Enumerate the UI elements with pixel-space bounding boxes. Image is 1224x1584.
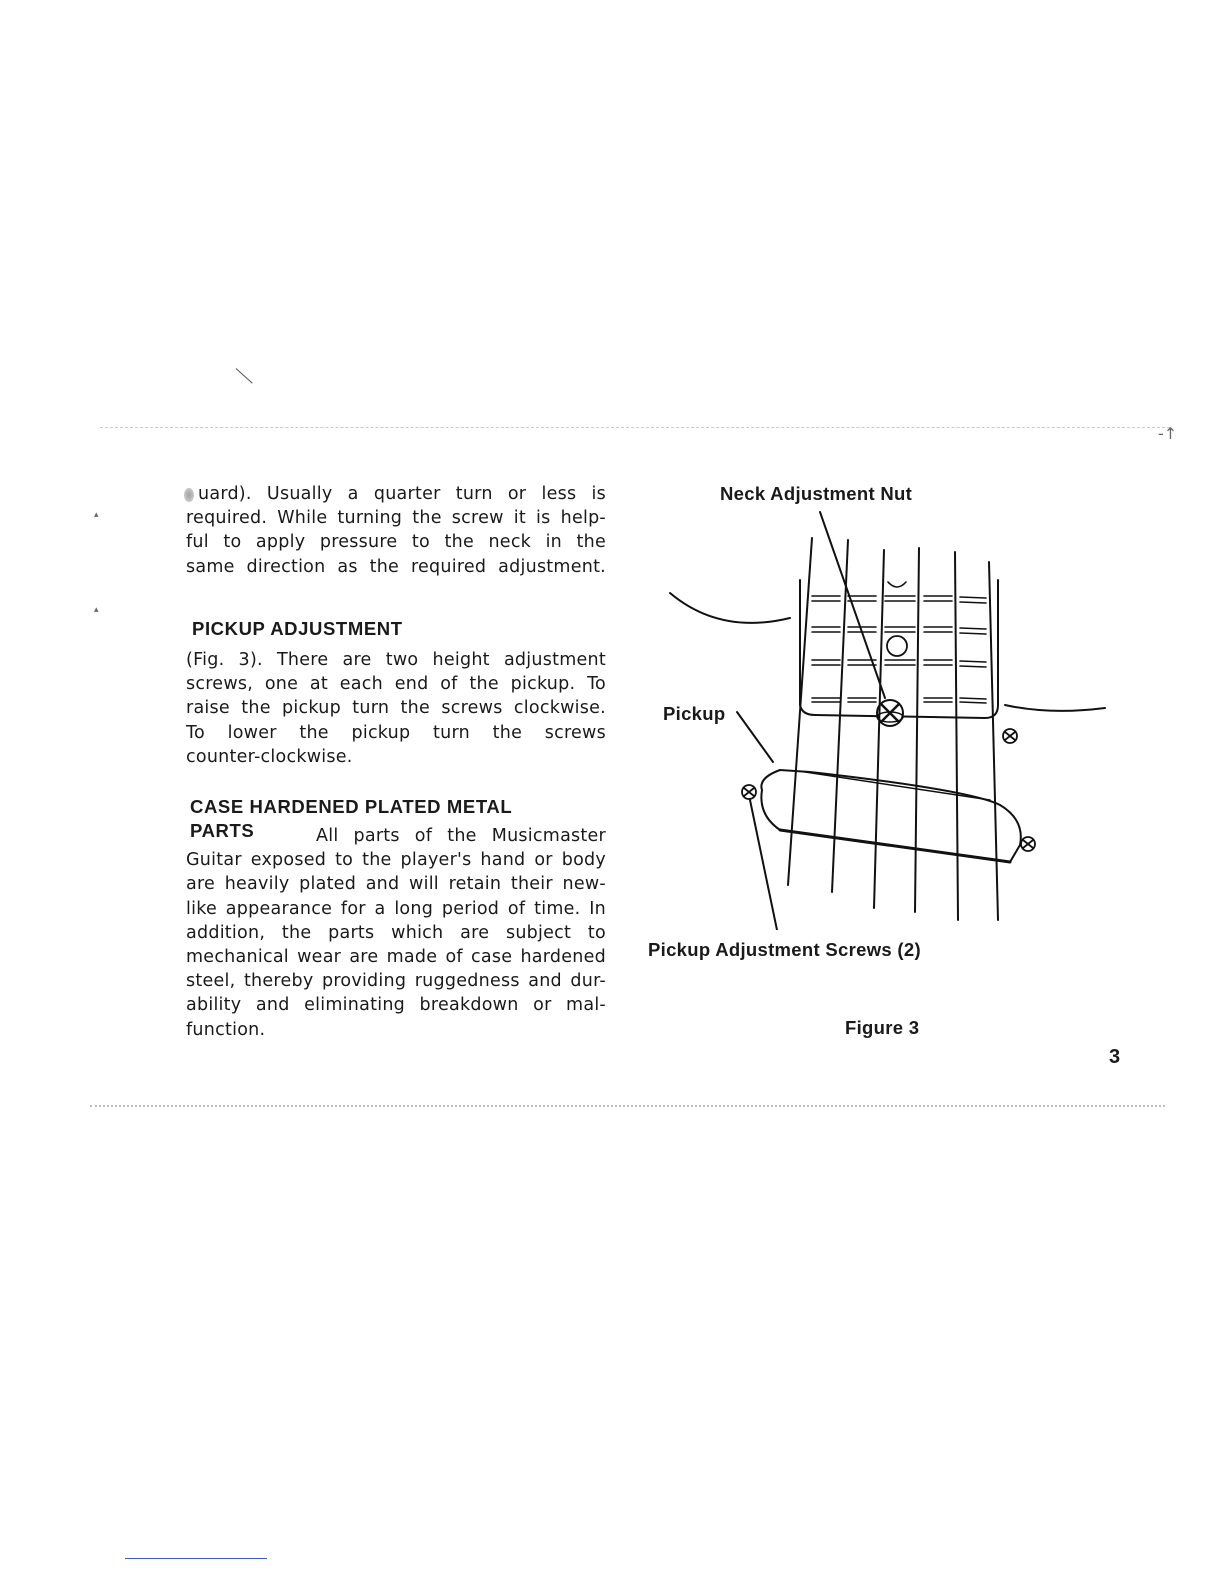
- label-pickup-adjustment-screws: Pickup Adjustment Screws (2): [648, 939, 921, 960]
- body-screw-icon: [1003, 729, 1017, 743]
- text-line: ful to apply pressure to the neck in the: [186, 532, 606, 553]
- pickup-screw-icon-right: [1021, 837, 1035, 851]
- guitar-neck-pickup-illustration: [640, 500, 1120, 930]
- text-line: like appearance for a long period of time. In: [186, 898, 606, 919]
- text-line: addition, the parts which are subject to: [186, 922, 606, 943]
- text-line: ability and eliminating breakdown or mal-: [186, 995, 606, 1016]
- text-line: All parts of the Musicmaster: [316, 826, 606, 846]
- fret-marker-circle: [887, 636, 907, 656]
- top-rule: [100, 427, 1170, 428]
- text-line: function.: [186, 1019, 266, 1040]
- paragraph-neck-adjustment: [186, 482, 606, 579]
- heading-case-hardened: CASE HARDENED PLATED METAL: [190, 796, 513, 817]
- text-line: steel, thereby providing ruggedness and dur-: [186, 971, 606, 992]
- heading-pickup-adjustment: PICKUP ADJUSTMENT: [192, 618, 403, 639]
- text-line: To lower the pickup turn the screws: [186, 722, 606, 743]
- margin-speck: ▴: [94, 605, 99, 615]
- fret-marker-arc: [888, 582, 906, 587]
- text-line: mechanical wear are made of case hardened: [186, 947, 606, 968]
- fret-bars: [812, 596, 986, 703]
- margin-speck: ▴: [94, 510, 99, 520]
- corner-mark: ‑↑: [1158, 424, 1178, 443]
- text-line: Guitar exposed to the player's hand or body: [186, 850, 606, 871]
- pickup-screw-icon-left: [742, 785, 756, 799]
- paragraph-case-hardened: [186, 824, 606, 1042]
- leader-pickup: [737, 712, 773, 762]
- text-line: same direction as the required adjustment.: [186, 556, 606, 577]
- pickup-body: [761, 770, 1020, 862]
- page-number: 3: [1109, 1046, 1121, 1068]
- scan-mark: [236, 368, 253, 383]
- paragraph-pickup-adjustment: [186, 648, 606, 769]
- figure-caption: Figure 3: [845, 1017, 920, 1038]
- text-line: uard). Usually a quarter turn or less is: [198, 484, 606, 504]
- bottom-rule: [90, 1105, 1165, 1107]
- text-line: are heavily plated and will retain their new-: [186, 874, 606, 895]
- leader-neck-nut: [820, 512, 885, 698]
- label-neck-adjustment-nut: Neck Adjustment Nut: [720, 483, 913, 504]
- text-line: raise the pickup turn the screws clockwise.: [186, 698, 606, 719]
- body-edge-left: [670, 593, 790, 623]
- text-line: required. While turning the screw it is help-: [186, 508, 606, 529]
- neck-adjustment-nut-icon: [877, 700, 903, 726]
- text-line: screws, one at each end of the pickup. To: [186, 674, 606, 695]
- heading-case-hardened-parts: PARTS: [190, 820, 255, 841]
- text-line: (Fig. 3). There are two height adjustment: [186, 650, 606, 670]
- label-pickup: Pickup: [663, 703, 726, 724]
- body-edge-right: [1005, 705, 1105, 711]
- text-line: counter-clockwise.: [186, 746, 353, 767]
- footer-link-line: [125, 1558, 267, 1559]
